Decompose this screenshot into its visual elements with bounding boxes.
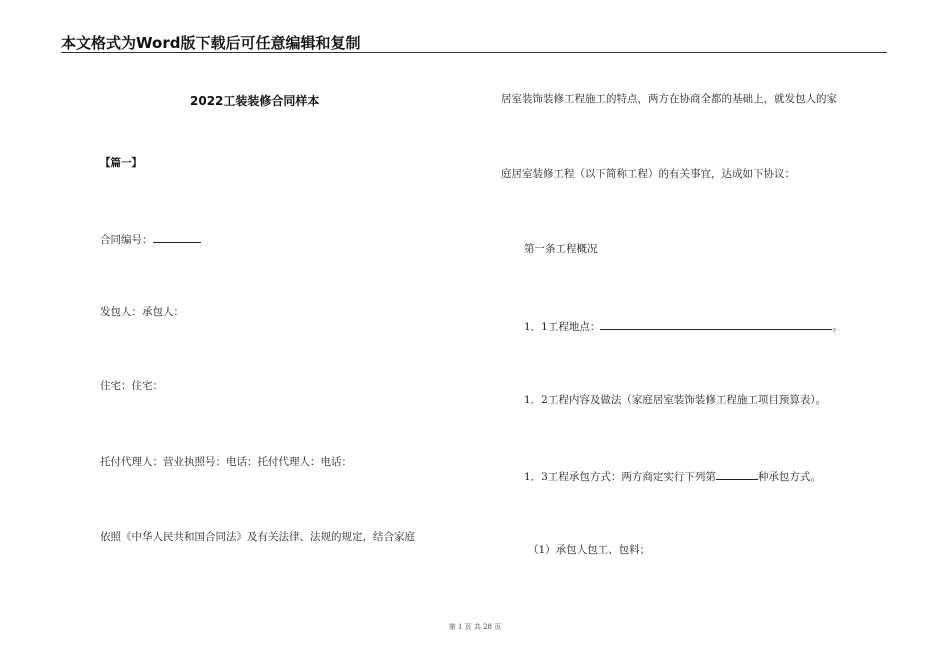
agents-line: 托付代理人：营业执照号：电话：托付代理人：电话： (100, 456, 352, 468)
paragraph-1-line-1: 居室装饰装修工程施工的特点，两方在协商全都的基础上，就发包人的家 (501, 93, 837, 105)
contract-basis-line: 依照《中华人民共和国合同法》及有关法律、法规的规定，结合家庭 (100, 531, 415, 543)
document-header-title: 本文格式为Word版下载后可任意编辑和复制 (61, 34, 361, 52)
item-1-1-period: 。 (832, 321, 843, 333)
item-1-2-line: 1．2工程内容及做法（家庭居室装饰装修工程施工项目预算表）。 (524, 394, 827, 406)
contract-number-blank (153, 231, 201, 243)
contract-number-label: 合同编号： (100, 234, 153, 246)
item-1-3-suffix: 种承包方式。 (757, 471, 821, 483)
document-title: 2022工装装修合同样本 (190, 94, 320, 108)
article-1-heading: 第一条工程概况 (524, 243, 598, 255)
project-location-blank (600, 318, 832, 330)
parties-line: 发包人：承包人： (100, 306, 184, 318)
item-1-3-prefix: 1．3工程承包方式：两方商定实行下列第 (524, 471, 716, 483)
item-1-1-line (524, 318, 843, 334)
residence-line: 住宅：住宅： (100, 380, 163, 392)
contract-number-line (100, 231, 201, 247)
contract-method-blank (716, 468, 758, 480)
header-divider (61, 52, 887, 53)
section-label: 【篇一】 (100, 157, 142, 169)
page-number-footer: 第 1 页 共 28 页 (448, 623, 502, 631)
item-1-3-option-1: （1）承包人包工、包料； (528, 544, 651, 556)
item-1-3-line (524, 468, 821, 484)
paragraph-1-line-2: 庭居室装修工程（以下简称工程）的有关事宜，达成如下协议： (501, 168, 795, 180)
item-1-1-label: 1．1工程地点： (524, 321, 601, 333)
